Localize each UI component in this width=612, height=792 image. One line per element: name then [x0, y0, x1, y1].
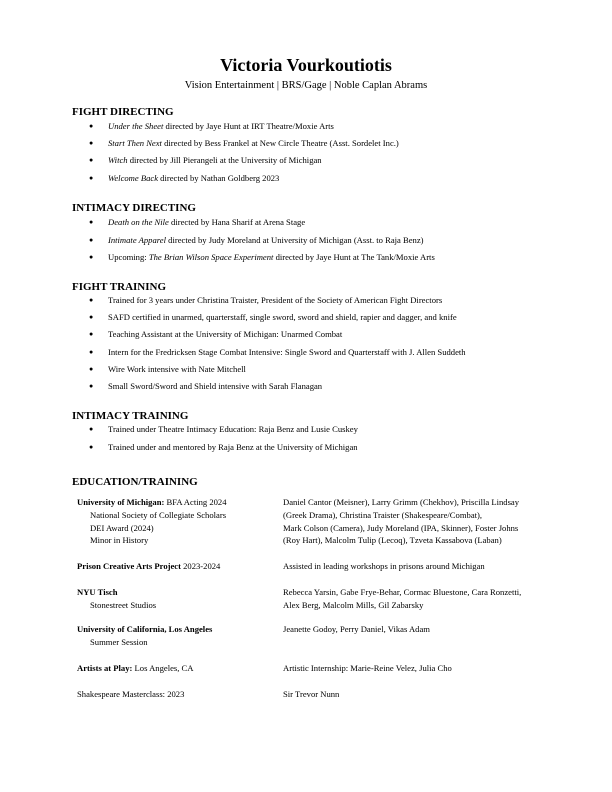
- bullet-icon: ●: [89, 218, 94, 226]
- bullet-icon: ●: [89, 382, 94, 390]
- edu-sub: Stonestreet Studios: [90, 599, 157, 610]
- bullet-icon: ●: [89, 236, 94, 244]
- section-heading-intimacy-training: INTIMACY TRAINING: [72, 410, 189, 422]
- bullet-icon: ●: [89, 425, 94, 433]
- edu-nyu-teachers: Rebecca Yarsin, Gabe Frye-Behar, Cormac Bluestone, Cara Ronzetti, Alex Berg, Malcolm Mills, Gil Zabarsky: [283, 587, 522, 610]
- section-heading-intimacy-directing: INTIMACY DIRECTING: [72, 202, 196, 214]
- bullet-icon: ●: [89, 253, 94, 261]
- bullet-icon: ●: [89, 174, 94, 182]
- bullet-icon: ●: [89, 348, 94, 356]
- section-heading-fight-training: FIGHT TRAINING: [72, 281, 167, 293]
- resume-name: Victoria Vourkoutiotis: [220, 55, 392, 75]
- edu-sub: Summer Session: [90, 636, 148, 647]
- edu-school: Prison Creative Arts Project: [77, 561, 181, 571]
- edu-prison-teachers: Assisted in leading workshops in prisons around Michigan: [283, 561, 485, 571]
- section-heading-education: EDUCATION/TRAINING: [72, 476, 198, 488]
- agency-line: Vision Entertainment | BRS/Gage | Noble Caplan Abrams: [184, 80, 428, 91]
- bullet-icon: ●: [89, 156, 94, 164]
- bullet-icon: ●: [89, 313, 94, 321]
- edu-nyu: [77, 586, 156, 612]
- edu-artists-teachers: Artistic Internship: Marie-Reine Velez, Julia Cho: [283, 663, 452, 673]
- edu-school: University of Michigan:: [77, 497, 165, 507]
- edu-prison: Prison Creative Arts Project 2023-2024: [77, 561, 221, 571]
- bullet-icon: ●: [89, 296, 94, 304]
- bullet-icon: ●: [89, 122, 94, 130]
- edu-shakespeare: Shakespeare Masterclass: 2023: [77, 689, 185, 699]
- edu-school: University of California, Los Angeles: [77, 624, 213, 634]
- edu-shakespeare-teachers: Sir Trevor Nunn: [283, 689, 340, 699]
- edu-sub: Minor in History: [90, 535, 149, 546]
- edu-artists: Artists at Play: Los Angeles, CA: [77, 663, 194, 673]
- bullet-icon: ●: [89, 365, 94, 373]
- edu-umich: University of Michigan: BFA Acting 2024 National Society of Collegiate Scholars DEI Award (2024) Minor in History: [77, 497, 227, 546]
- bullet-icon: ●: [89, 139, 94, 147]
- edu-sub: DEI Award (2024): [90, 522, 154, 533]
- edu-ucla: [77, 623, 212, 649]
- bullet-icon: ●: [89, 330, 94, 338]
- edu-umich-teachers: Daniel Cantor (Meisner), Larry Grimm (Chekhov), Priscilla Lindsay (Greek Drama), Christina Traister (Shakespeare/Combat), Mark Colson (Camera), Judy Moreland (IPA, Skinner), Foster Johns (Roy Hart), Malcolm Tulip (Lecoq), Tzveta Kassabova (Laban): [283, 497, 520, 546]
- edu-school: NYU Tisch: [77, 587, 118, 597]
- edu-ucla-teachers: Jeanette Godoy, Perry Daniel, Vikas Adam: [283, 624, 430, 634]
- bullet-icon: ●: [89, 443, 94, 451]
- section-heading-fight-directing: FIGHT DIRECTING: [72, 106, 174, 118]
- edu-sub: National Society of Collegiate Scholars: [90, 509, 227, 520]
- edu-school: Artists at Play:: [77, 663, 133, 673]
